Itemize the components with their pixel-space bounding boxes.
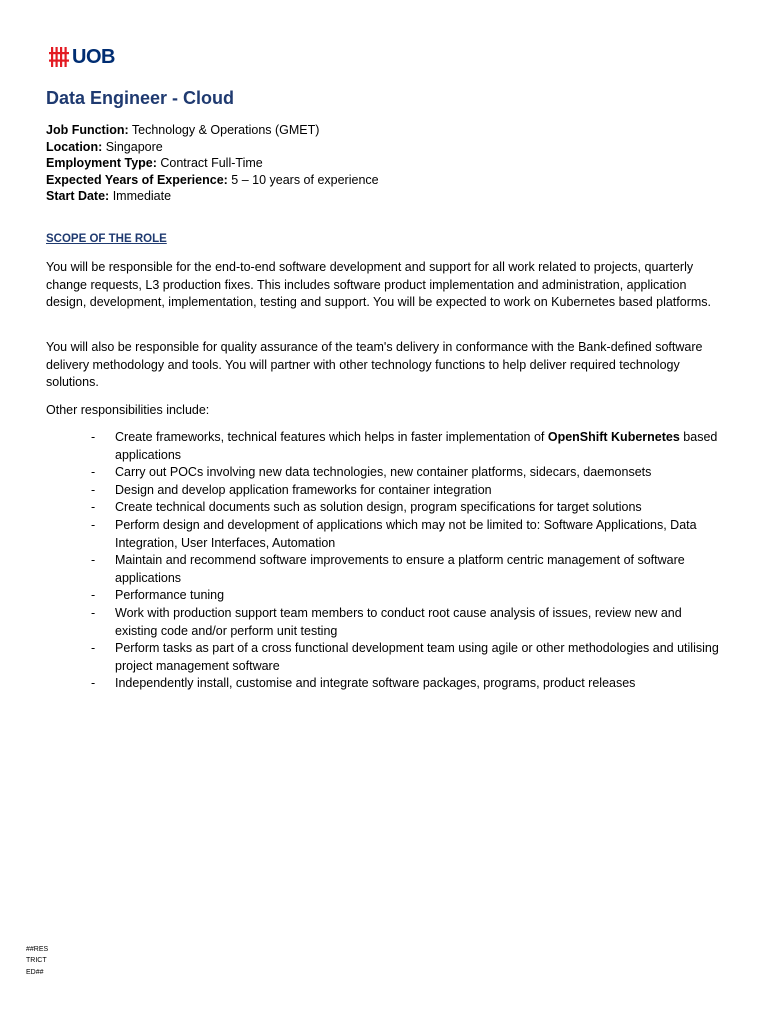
bullet-marker: - — [91, 430, 96, 444]
meta-location — [46, 139, 379, 156]
bullet-marker: - — [91, 676, 96, 691]
bullet-marker: - — [91, 517, 96, 532]
list-item-emphasis: OpenShift Kubernetes — [547, 430, 680, 444]
list-item-text: Carry out POCs involving new data technologies, new container platforms, sidecars, daemonsets — [115, 465, 652, 480]
page-title: Data Engineer - Cloud — [46, 88, 235, 108]
list-item-text: Maintain and recommend software improvements to ensure a platform centric management of software applications — [115, 553, 685, 585]
meta-job-function — [46, 122, 379, 139]
classification-label: ##RESTRICTED## — [26, 946, 49, 976]
paragraph: You will be responsible for the end-to-end software development and support for all work related to projects, quarterly change requests, L3 production fixes. This includes software product implementation and administration, application design, development, implementation, testing and support. You will be expected to work on Kubernetes based platforms. — [46, 260, 711, 309]
meta-value: 5 – 10 years of experience — [227, 172, 379, 187]
list-item — [46, 640, 726, 675]
meta-label: Expected Years of Experience: — [46, 172, 228, 187]
bullet-marker: - — [91, 465, 96, 480]
job-meta — [46, 122, 379, 205]
paragraph: You will also be responsible for quality assurance of the team's delivery in conformance with the Bank-defined software delivery methodology and tools. You will partner with other technology functions to help deliver required technology solutions. — [46, 340, 703, 389]
meta-label: Location: — [46, 139, 103, 154]
list-item — [46, 499, 726, 517]
list-item — [46, 587, 726, 605]
bullet-marker: - — [91, 588, 96, 603]
bullet-marker: - — [91, 605, 96, 620]
meta-value: Singapore — [102, 139, 163, 154]
list-item-text: Design and develop application frameworks for container integration — [115, 482, 492, 497]
list-item — [46, 552, 726, 587]
list-item — [46, 429, 726, 464]
meta-label: Start Date: — [46, 189, 110, 203]
meta-start-date — [46, 188, 379, 205]
list-item-text: Independently install, customise and integrate software packages, programs, product releases — [115, 676, 636, 691]
bullet-marker: - — [91, 500, 96, 515]
bullet-marker: - — [91, 553, 96, 568]
list-item-text: Create frameworks, technical features which helps in faster implementation of — [115, 430, 548, 444]
bullet-marker: - — [91, 482, 96, 497]
responsibilities-list — [46, 429, 726, 693]
list-item-text: Create technical documents such as solution design, program specifications for target solutions — [115, 500, 642, 515]
bullet-marker: - — [91, 641, 96, 656]
list-item-text: Work with production support team members to conduct root cause analysis of issues, review new and existing code and/or perform unit testing — [115, 605, 682, 638]
meta-label: Employment Type: — [46, 156, 157, 170]
list-item-text: Perform design and development of applications which may not be limited to: Software Applications, Data Integration, User Interfaces, Automation — [115, 517, 697, 550]
meta-value: Technology & Operations (GMET) — [128, 123, 320, 137]
paragraph: Other responsibilities include: — [46, 403, 210, 417]
uob-logo — [49, 46, 115, 68]
section-heading-scope: SCOPE OF THE ROLE — [46, 233, 167, 245]
list-item — [46, 675, 726, 693]
list-item-text-tail: based applications — [115, 430, 718, 462]
list-item — [46, 482, 726, 500]
logo-text: UOB — [72, 46, 115, 68]
list-item-text: Performance tuning — [115, 588, 225, 603]
list-item — [46, 605, 726, 640]
list-item — [46, 517, 726, 552]
uob-logo-icon — [49, 47, 69, 67]
meta-value: Contract Full-Time — [156, 156, 263, 170]
list-item-text: Perform tasks as part of a cross functional development team using agile or other methodologies and utilising project management software — [115, 641, 719, 673]
meta-employment-type — [46, 155, 379, 172]
meta-label: Job Function: — [46, 123, 129, 137]
meta-experience — [46, 172, 379, 189]
list-item — [46, 464, 726, 482]
meta-value: Immediate — [109, 189, 172, 203]
